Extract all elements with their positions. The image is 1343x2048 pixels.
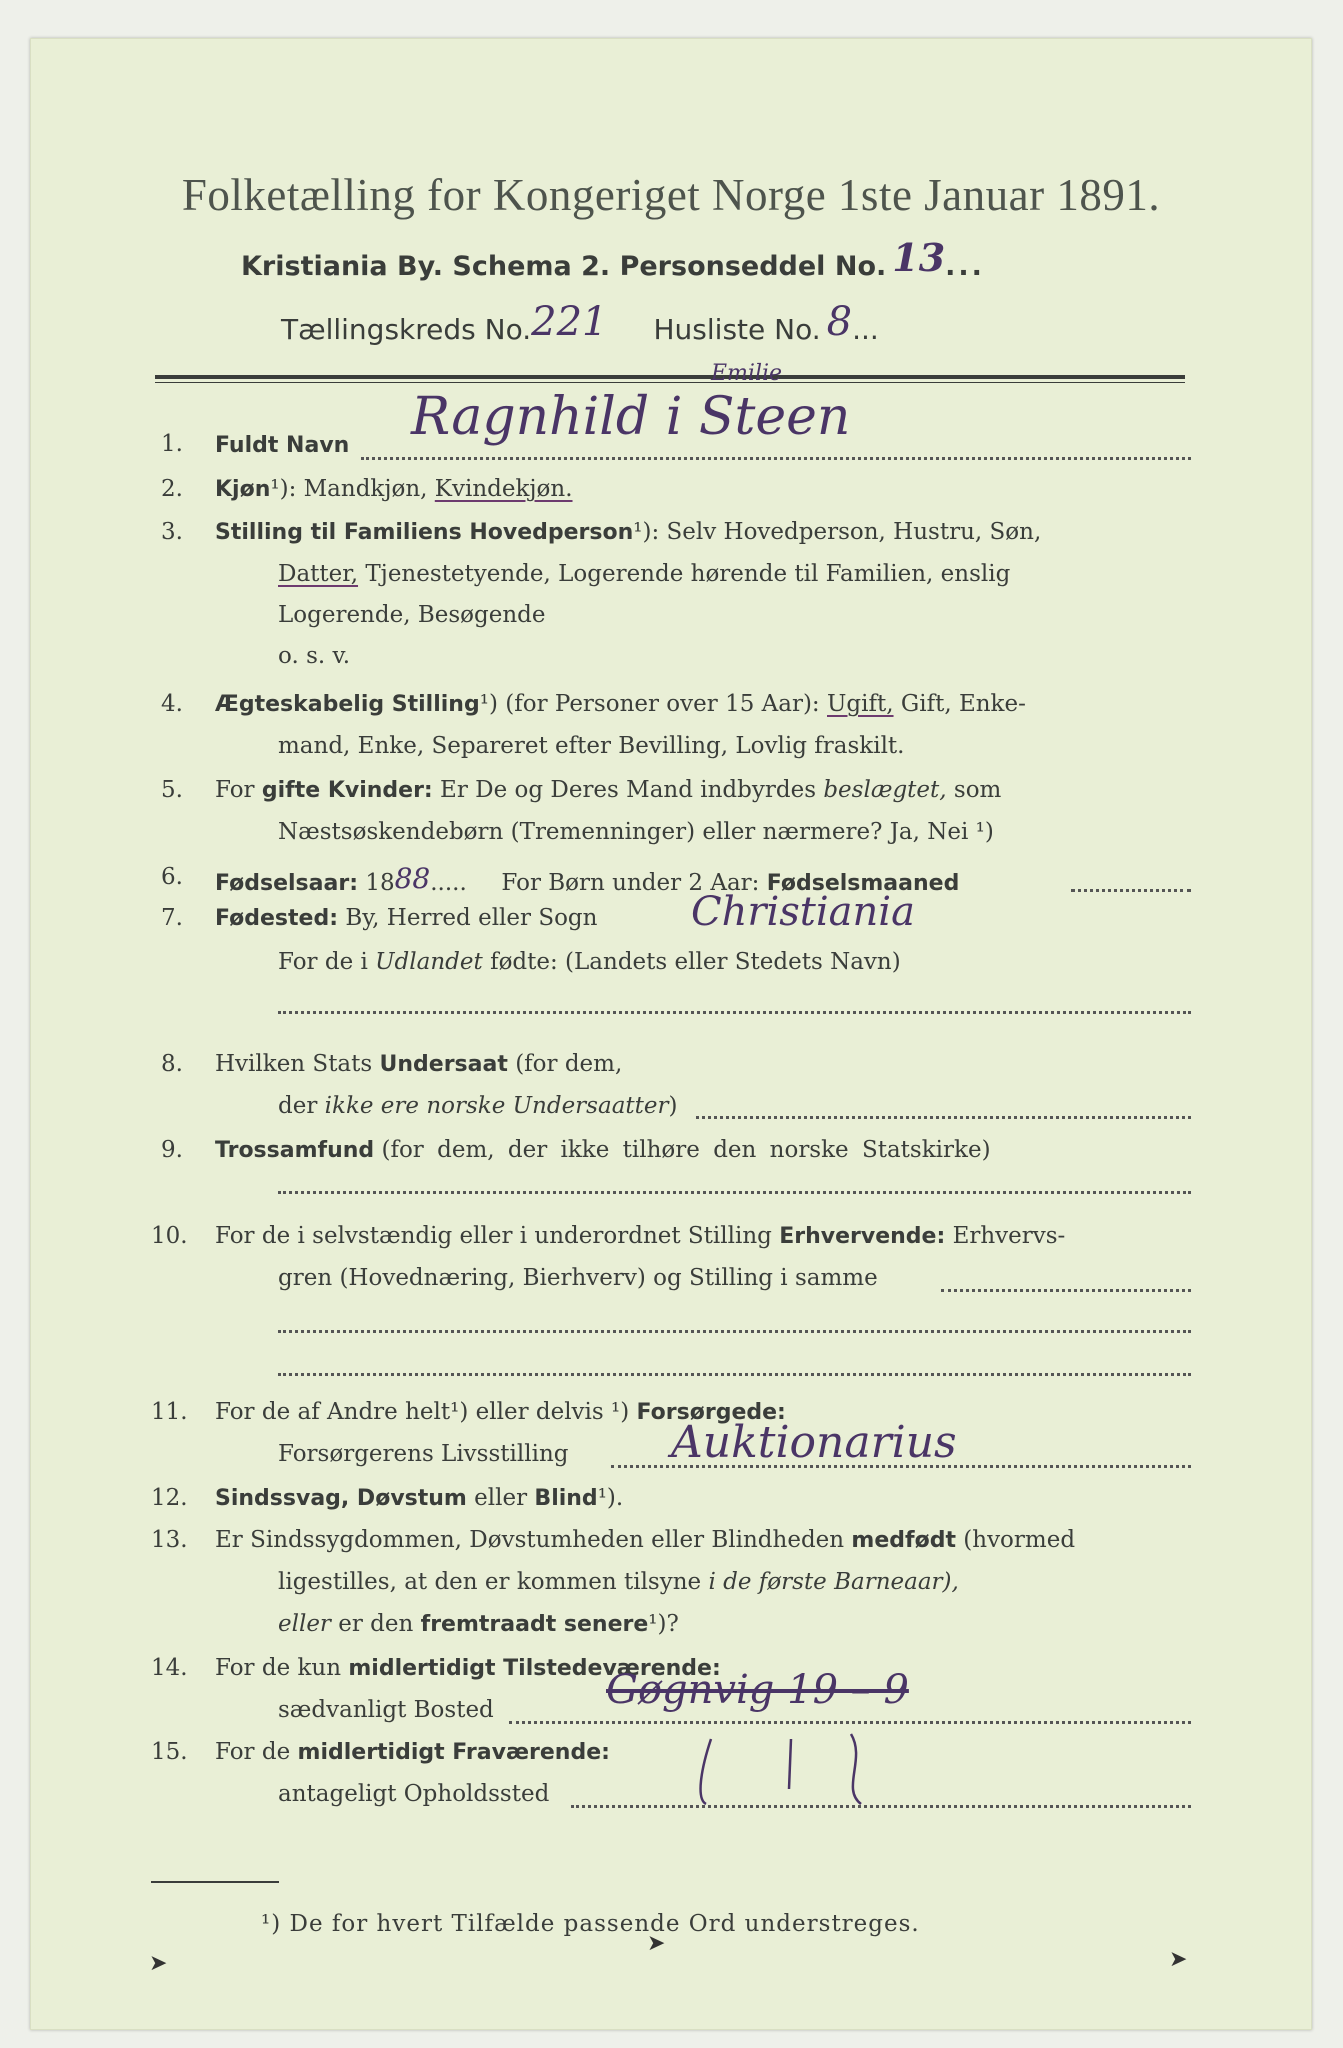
- gender-line: Kjøn¹): Mandkjøn, Kvindekjøn.: [215, 476, 573, 502]
- disability-onset-line: Er Sindssygdommen, Døvstumheden eller Blindheden medfødt (hvormed: [215, 1527, 1076, 1553]
- item-number: 11.: [151, 1399, 188, 1425]
- item-number: 13.: [151, 1527, 188, 1553]
- arrow-mark-icon: ➤: [1169, 1947, 1188, 1972]
- item-number: 1.: [161, 431, 183, 457]
- form-title: Folketælling for Kongeriget Norge 1ste Januar 1891.: [181, 170, 1161, 220]
- household-number: 8: [826, 299, 853, 345]
- item-number: 10.: [151, 1223, 188, 1249]
- marital-status-line: Ægteskabelig Stilling¹) (for Personer over 15 Aar): Ugift, Gift, Enke-: [215, 691, 1026, 717]
- district-number: 221: [531, 299, 608, 345]
- header-rule-thin: [155, 382, 1185, 383]
- item-number: 4.: [161, 691, 183, 717]
- dotted-line: [696, 1116, 1191, 1119]
- footnote: ¹) De for hvert Tilfælde passende Ord understreges.: [261, 1911, 920, 1937]
- arrow-mark-icon: ➤: [149, 1951, 168, 1976]
- item-number: 5.: [161, 777, 183, 803]
- dotted-line: [278, 1330, 1191, 1333]
- temporary-absent-line: For de midlertidigt Fraværende:: [215, 1739, 610, 1765]
- dotted-line: [1071, 889, 1191, 892]
- dotted-line: [941, 1289, 1191, 1292]
- religion-line: Trossamfund (for dem, der ikke tilhøre den norske Statskirke): [215, 1137, 991, 1163]
- dependents-line: For de af Andre helt¹) eller delvis ¹) Forsørgede:: [215, 1399, 786, 1425]
- gender-selected: Kvindekjøn.: [434, 476, 573, 502]
- item-number: 7.: [161, 905, 183, 931]
- district-line: Tællingskreds No.221 Husliste No. 8...: [281, 299, 879, 346]
- kinship-question: For gifte Kvinder: Er De og Deres Mand indbyrdes beslægtet, som: [215, 777, 1002, 803]
- marital-status-selected: Ugift,: [827, 691, 894, 717]
- birth-year-answer: 88: [394, 862, 431, 895]
- birthplace-answer: Christiania: [691, 889, 915, 935]
- pen-strokes: [691, 1729, 951, 1809]
- item-number: 6.: [161, 864, 183, 890]
- full-name-label: Fuldt Navn: [215, 433, 350, 458]
- header-rule: [155, 375, 1185, 379]
- family-position-line: Stilling til Familiens Hovedperson¹): Selv Hovedperson, Hustru, Søn,: [215, 519, 1042, 545]
- item-number: 8.: [161, 1051, 183, 1077]
- dotted-line: [509, 1721, 1191, 1724]
- birth-year-line: Fødselsaar: 1888..... For Børn under 2 Aar: Fødselsmaaned: [215, 862, 960, 896]
- item-number: 3.: [161, 519, 183, 545]
- form-subtitle: Kristiania By. Schema 2. Personseddel No. 13...: [241, 235, 985, 282]
- footnote-rule: [151, 1881, 279, 1883]
- personseddel-number: 13: [892, 235, 946, 280]
- usual-residence-answer: Gøgnvig 19 – 9: [606, 1667, 909, 1713]
- birthplace-line: Fødested: By, Herred eller Sogn: [215, 905, 598, 931]
- dotted-line: [278, 1373, 1191, 1376]
- disability-line: Sindssvag, Døvstum eller Blind¹).: [215, 1485, 624, 1511]
- citizenship-line: Hvilken Stats Undersaat (for dem,: [215, 1051, 623, 1077]
- full-name-answer: Ragnhild i Steen: [411, 387, 851, 447]
- occupation-line: For de i selvstændig eller i underordnet Stilling Erhvervende: Erhvervs-: [215, 1223, 1066, 1249]
- item-number: 9.: [161, 1137, 183, 1163]
- census-form: Folketælling for Kongeriget Norge 1ste Januar 1891. Kristiania By. Schema 2. Personseddel No. 13... Tællingskreds No.221 Husliste No. 8... 1. Fuldt Navn Ragnhild i Steen Emilie 2. Kjøn¹): Mandkjøn, Kvindekjøn. 3. Stilling til Familiens Hovedperson¹): Selv Hovedperson, Hustru, Søn, Datter, Tjenestetyende, Logerende hørende til Familien, enslig Logerende, Besøgende o. s. v. 4. Ægteskabelig Stilling¹) (for Personer over 15 Aar): Ugift, Gift, Enke- mand, Enke, Separeret efter Bevilling, Lovlig fraskilt. 5. For gifte Kvinder: Er De og Deres Mand indbyrdes beslægtet, som Næstsøskendebørn (Tremenninger) eller nærmere? Ja, Nei ¹) 6. Fødselsaar: 1888..... For Børn under 2 Aar: Fødselsmaaned 7. Fødested: By, Herred eller Sogn Christiania For de i Udlandet fødte: (Landets eller Stedets Navn) 8. Hvilken Stats Undersaat (for dem, der ikke ere norske Undersaatter) 9. Trossamfund (for dem, der ikke tilhøre den norske Statskirke) 10. For de i selvstændig eller i underordnet Stilling Erhvervende: Erhvervs- gren (Hovednæring, Bierhverv) og Stilling i samme 11. For de af Andre helt¹) eller delvis ¹) Forsørgede: Forsørgerens Livsstilling Auktionarius 12. Sindssvag, Døvstum eller Blind¹). 13. Er Sindssygdommen, Døvstumheden eller Blindheden medfødt (hvormed ligestilles, at den er kommen tilsyne i de første Barneaar), eller er den fremtraadt senere¹)? 14. For de kun midlertidigt Tilstedeværende: sædvanligt Bosted Gøgnvig 19 – 9 15. For de midlertidigt Fraværende: antageligt Opholdssted ¹) De for hvert Tilfælde passende Ord understreges. ➤ ➤ ➤: [30, 38, 1312, 2030]
- middle-name-answer: Emilie: [711, 361, 783, 386]
- dotted-line: [361, 457, 1191, 460]
- dotted-line: [278, 1191, 1191, 1194]
- provider-occupation-answer: Auktionarius: [671, 1417, 957, 1468]
- arrow-mark-icon: ➤: [647, 1931, 666, 1956]
- item-number: 15.: [151, 1739, 188, 1765]
- dotted-line: [278, 1011, 1191, 1014]
- item-number: 12.: [151, 1485, 188, 1511]
- family-position-selected: Datter,: [278, 561, 359, 587]
- item-number: 14.: [151, 1655, 188, 1681]
- item-number: 2.: [161, 476, 183, 502]
- temporary-present-line: For de kun midlertidigt Tilstedeværende:: [215, 1655, 721, 1681]
